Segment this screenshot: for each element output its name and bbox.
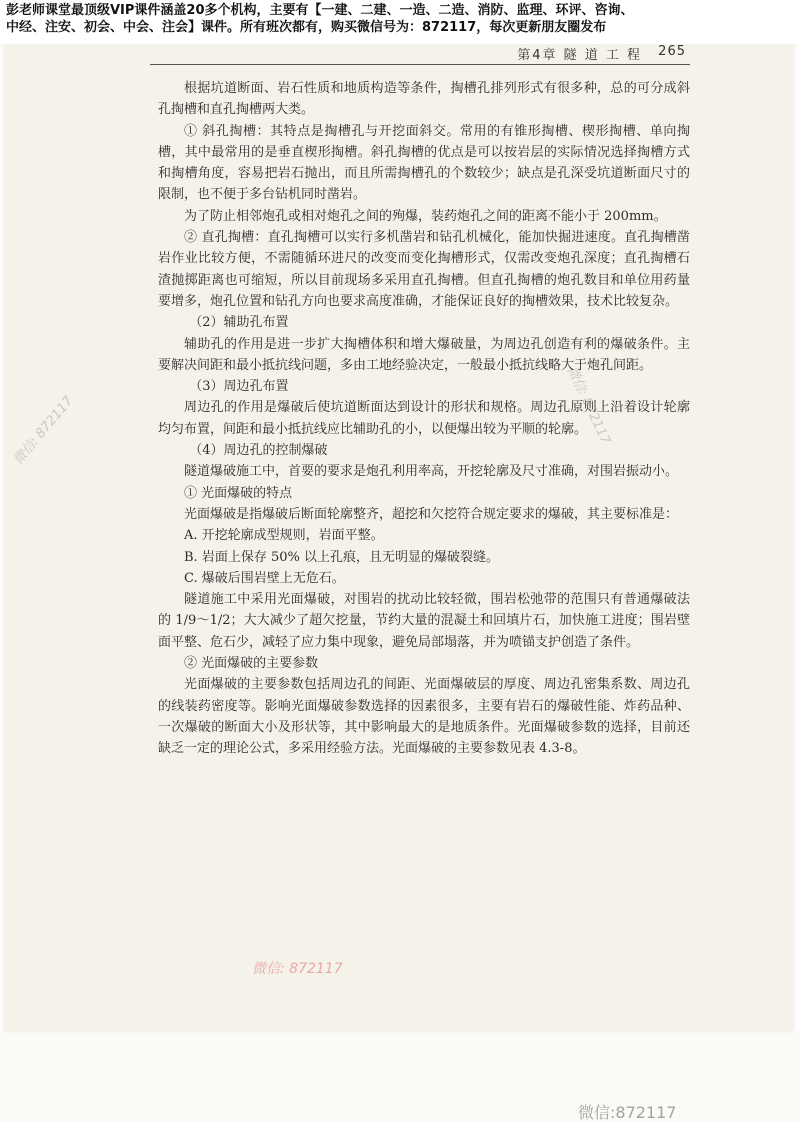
watermark-red: 微信: 872117 <box>252 961 343 977</box>
list-item: B. 岩面上保存 50% 以上孔痕，且无明显的爆破裂缝。 <box>184 549 499 565</box>
body-text <box>158 78 690 760</box>
paragraph: 辅助孔的作用是进一步扩大掏槽体积和增大爆破量，为周边孔创造有利的爆破条件。主要解决间距和最小抵抗线问题，多由工地经验决定，一般最小抵抗线略大于炮孔间距。 <box>158 336 690 373</box>
paragraph: 根据坑道断面、岩石性质和地质构造等条件，掏槽孔排列形式有很多种，总的可分成斜孔掏槽和直孔掏槽两大类。 <box>158 81 690 118</box>
paragraph: 光面爆破是指爆破后断面轮廓整齐，超挖和欠挖符合规定要求的爆破，其主要标准是： <box>184 506 679 522</box>
subsection-heading: ① 光面爆破的特点 <box>184 485 293 501</box>
paragraph: 隧道爆破施工中，首要的要求是炮孔利用率高，开挖轮廓及尺寸准确，对围岩振动小。 <box>184 464 679 480</box>
section-heading: （2）辅助孔布置 <box>189 315 289 331</box>
paragraph: 为了防止相邻炮孔或相对炮孔之间的殉爆，装药炮孔之间的距离不能小于 200mm。 <box>184 208 667 224</box>
banner-line-1: 彭老师课堂最顶级VIP课件涵盖20多个机构，主要有【一建、二建、一造、二造、消防、监理、环评、咨询、 <box>6 3 634 18</box>
paragraph: 光面爆破的主要参数包括周边孔的间距、光面爆破层的厚度、周边孔密集系数、周边孔的线装药密度等。影响光面爆破参数选择的因素很多，主要有岩石的爆破性能、炸药品种、一次爆破的断面大小及形状等，其中影响最大的是地质条件。光面爆破参数的选择，目前还缺乏一定的理论公式，多采用经验方法。光面爆破的主要参数见表 4.3-8。 <box>158 677 690 757</box>
list-item: C. 爆破后围岩壁上无危石。 <box>184 570 345 586</box>
page-margin <box>0 1030 800 1122</box>
watermark-center: 微信: 872117 <box>563 364 613 447</box>
list-item: A. 开挖轮廓成型规则，岩面平整。 <box>184 528 384 544</box>
paragraph: 周边孔的作用是爆破后使坑道断面达到设计的形状和规格。周边孔原则上沿着设计轮廓均匀布置，间距和最小抵抗线应比辅助孔的小，以便爆出较为平顺的轮廓。 <box>158 400 690 437</box>
paragraph: ② 直孔掏槽：直孔掏槽可以实行多机凿岩和钻孔机械化，能加快掘进速度。直孔掏槽凿岩作业比较方便，不需随循环进尺的改变而变化掏槽形式，仅需改变炮孔深度；直孔掏槽石渣抛掷距离也可缩短，所以目前现场多采用直孔掏槽。但直孔掏槽的炮孔数目和单位用药量要增多，炮孔位置和钻孔方向也要求高度准确，才能保证良好的掏槽效果，技术比较复杂。 <box>158 230 690 309</box>
subsection-heading: ② 光面爆破的主要参数 <box>184 656 319 672</box>
paragraph: ① 斜孔掏槽：其特点是掏槽孔与开挖面斜交。常用的有锥形掏槽、楔形掏槽、单向掏槽，其中最常用的是垂直楔形掏槽。斜孔掏槽的优点是可以按岩层的实际情况选择掏槽方式和掏槽角度，容易把岩石抛出，而且所需掏槽孔的个数较少；缺点是孔深受坑道断面尺寸的限制，也不便于多台钻机同时凿岩。 <box>158 123 690 203</box>
top-banner <box>0 0 800 44</box>
watermark-left: 微信: 872117 <box>10 393 77 468</box>
banner-line-2: 中经、注安、初会、中会、注会】课件。所有班次都有，购买微信号为：872117，每次更新朋友圈发布 <box>6 20 607 35</box>
section-heading: （3）周边孔布置 <box>189 379 289 395</box>
chapter-title: 第4章 隧 道 工 程 <box>517 48 642 63</box>
page-number: 265 <box>658 44 686 59</box>
section-heading: （4）周边孔的控制爆破 <box>189 443 328 459</box>
watermark-bottom-right: 微信:872117 <box>578 1103 677 1122</box>
paragraph: 隧道施工中采用光面爆破，对围岩的扰动比较轻微，围岩松弛带的范围只有普通爆破法的 1/9～1/2；大大减少了超欠挖量，节约大量的混凝土和回填片石，加快施工进度；围岩壁面平整、危石少，减轻了应力集中现象，避免局部塌落，并为喷锚支护创造了条件。 <box>158 592 690 650</box>
